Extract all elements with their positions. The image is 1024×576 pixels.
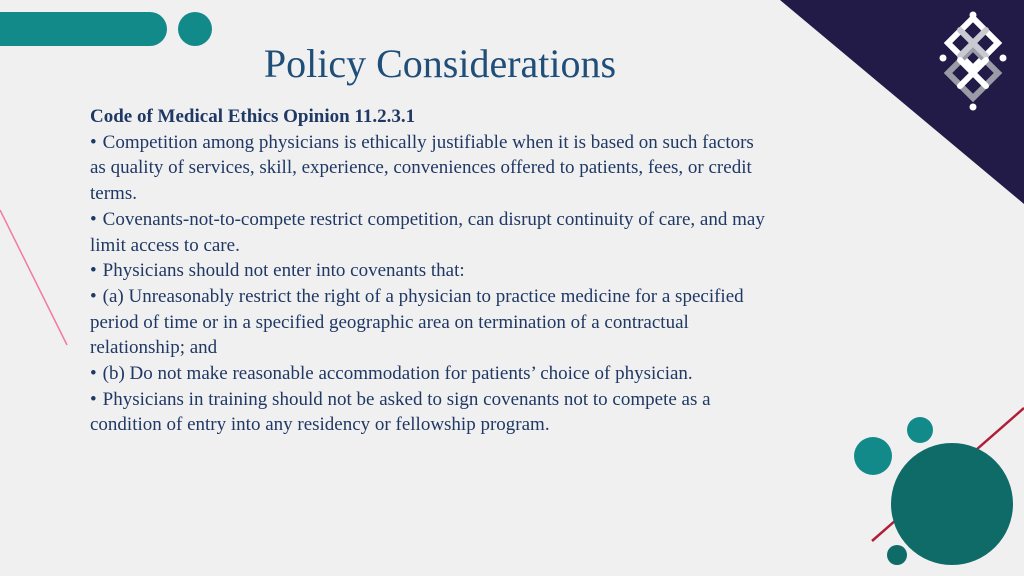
bullet-item <box>90 387 770 438</box>
bullet-text: (b) Do not make reasonable accommodation for patients’ choice of physician. <box>102 363 693 385</box>
diamond-lattice-logo-icon <box>938 10 1008 120</box>
opinion-heading: Code of Medical Ethics Opinion 11.2.3.1 <box>90 106 416 127</box>
dark-teal-circle-tiny-decoration <box>887 545 907 565</box>
dark-teal-circle-large-decoration <box>891 443 1013 565</box>
bullet-text: Physicians should not enter into covenants that: <box>102 260 465 282</box>
teal-circle-decoration <box>854 437 892 475</box>
bullet-text: Covenants-not-to-compete restrict competition, can disrupt continuity of care, and may limit access to care. <box>90 208 765 256</box>
bullet-text: (a) Unreasonably restrict the right of a physician to practice medicine for a specified period of time or in a specified geographic area on termination of a contractual relationship; and <box>90 285 744 359</box>
bullet-mark: • <box>90 208 97 230</box>
bullet-text: Competition among physicians is ethically justifiable when it is based on such factors as quality of services, skill, experience, conveniences offered to patients, fees, or credit terms. <box>90 131 754 205</box>
bullet-mark: • <box>90 285 97 307</box>
bullet-item <box>90 130 770 207</box>
bullet-item <box>90 361 770 387</box>
bullet-mark: • <box>90 388 97 410</box>
pink-line-stroke <box>0 210 67 345</box>
bullet-mark: • <box>90 131 97 153</box>
bullet-item <box>90 284 770 361</box>
bullet-mark: • <box>90 260 97 282</box>
bullet-text: Physicians in training should not be asked to sign covenants not to compete as a condition of entry into any residency or fellowship program. <box>90 388 711 436</box>
bullet-item <box>90 207 770 258</box>
bullet-mark: • <box>90 363 97 385</box>
bullet-item <box>90 258 770 284</box>
slide-title: Policy Considerations <box>263 41 617 86</box>
slide-body <box>90 104 770 438</box>
teal-circle-small-decoration <box>907 417 933 443</box>
